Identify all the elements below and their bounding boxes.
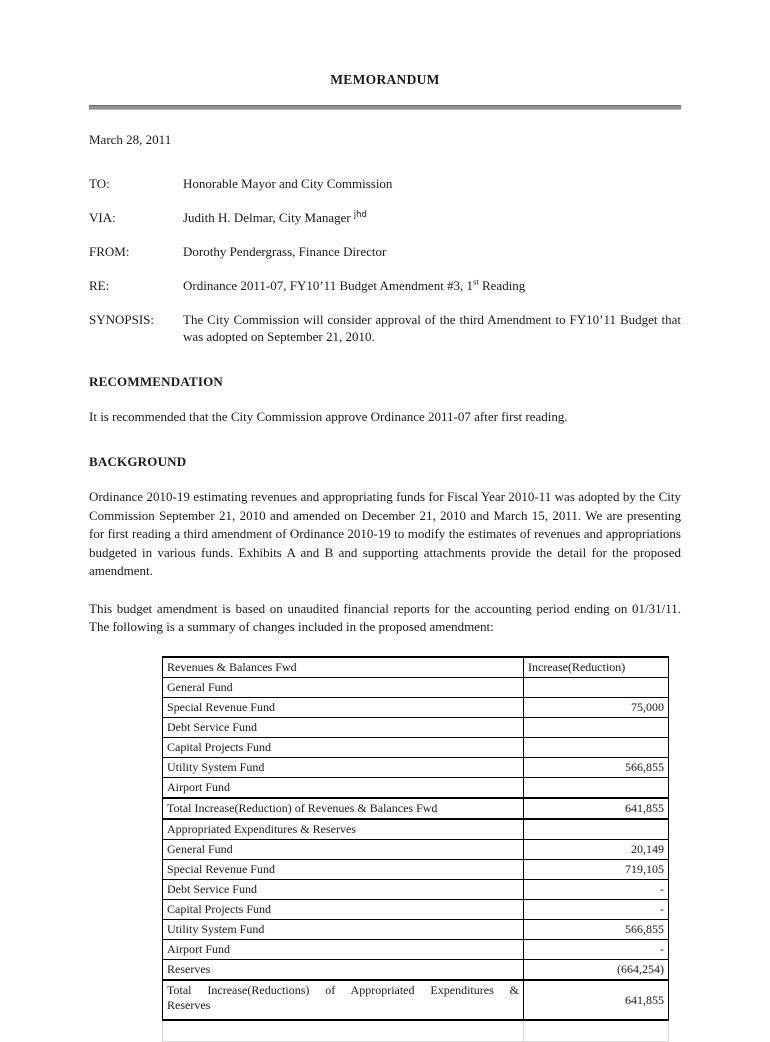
paragraph-recommendation: It is recommended that the City Commission approve Ordinance 2011-07 after first reading. xyxy=(89,408,568,424)
table-row-section-expenditures xyxy=(163,819,669,840)
table-cell-value xyxy=(524,819,669,840)
table-cell-label: General Fund xyxy=(163,840,524,860)
table-cell-value: 75,000 xyxy=(524,698,669,718)
table-cell-value: 719,105 xyxy=(524,860,669,880)
table-cell-label: General Fund xyxy=(163,678,524,698)
table-cell-value xyxy=(524,678,669,698)
table-row xyxy=(163,840,669,860)
table-cell-value: - xyxy=(524,900,669,920)
table-cell-label: Utility System Fund xyxy=(163,758,524,778)
table-row xyxy=(163,920,669,940)
table-row xyxy=(163,698,669,718)
table-row xyxy=(163,657,669,678)
table-row xyxy=(163,718,669,738)
field-row-synopsis xyxy=(89,312,681,346)
table-row xyxy=(163,758,669,778)
header-divider xyxy=(89,105,681,110)
table-cell-value xyxy=(524,738,669,758)
table-cell-value: - xyxy=(524,940,669,960)
field-row-via xyxy=(89,210,681,227)
heading-recommendation: RECOMMENDATION xyxy=(89,373,223,389)
budget-summary-table-wrap xyxy=(162,656,668,1042)
table-cell-label: Special Revenue Fund xyxy=(163,860,524,880)
memo-fields xyxy=(89,176,681,345)
field-label-via: VIA: xyxy=(89,210,116,226)
page-title: MEMORANDUM xyxy=(330,72,440,87)
table-row xyxy=(163,738,669,758)
table-row xyxy=(163,860,669,880)
table-cell-label: Revenues & Balances Fwd xyxy=(163,657,524,678)
field-value-synopsis: The City Commission will consider approval of the third Amendment to FY10’11 Budget that was adopted on September 21, 2010. xyxy=(183,312,681,344)
table-cell-label-line1: Total Increase(Reductions) of Appropriated Expenditures & xyxy=(167,983,519,998)
field-label-from: FROM: xyxy=(89,244,130,260)
table-cell-value: (664,254) xyxy=(524,960,669,981)
paragraph-background-2: This budget amendment is based on unaudited financial reports for the accounting period ending on 01/31/11. The following is a summary of changes included in the proposed amendment: xyxy=(89,600,681,634)
table-cell-label: Capital Projects Fund xyxy=(163,900,524,920)
table-cell-label: Utility System Fund xyxy=(163,920,524,940)
table-cell-value xyxy=(524,778,669,799)
table-cell-value: 566,855 xyxy=(524,758,669,778)
table-cell-label xyxy=(163,980,524,1020)
table-cell-label: Reserves xyxy=(163,960,524,981)
field-value-re xyxy=(183,278,681,295)
table-cell-value: 566,855 xyxy=(524,920,669,940)
table-cell-label: Appropriated Expenditures & Reserves xyxy=(163,819,524,840)
field-row-re xyxy=(89,278,681,295)
table-cell-label: Capital Projects Fund xyxy=(163,738,524,758)
table-cell-value: 641,855 xyxy=(524,980,669,1020)
ordinal-superscript: st xyxy=(473,276,479,287)
table-cell-value: 641,855 xyxy=(524,798,669,819)
table-row xyxy=(163,960,669,981)
page-content xyxy=(89,0,681,1042)
table-row xyxy=(163,940,669,960)
table-row-total-expenditures xyxy=(163,980,669,1020)
table-row-total-revenues xyxy=(163,798,669,819)
table-cell-label: Total Increase(Reduction) of Revenues & Balances Fwd xyxy=(163,798,524,819)
table-cell-label-line2: Reserves xyxy=(167,997,211,1012)
table-cell-label: Debt Service Fund xyxy=(163,880,524,900)
table-row xyxy=(163,900,669,920)
table-cell-value: 20,149 xyxy=(524,840,669,860)
field-label-synopsis: SYNOPSIS: xyxy=(89,312,155,327)
field-label-re: RE: xyxy=(89,278,110,294)
field-value-via-text: Judith H. Delmar, City Manager xyxy=(183,210,351,226)
table-cell-value: - xyxy=(524,880,669,900)
heading-background: BACKGROUND xyxy=(89,454,187,470)
memo-date: March 28, 2011 xyxy=(89,132,172,148)
table-row xyxy=(163,880,669,900)
table-cell-value: Increase(Reduction) xyxy=(524,657,669,678)
field-value-from: Dorothy Pendergrass, Finance Director xyxy=(183,244,387,260)
paragraph-background-1: Ordinance 2010-19 estimating revenues and appropriating funds for Fiscal Year 2010-11 was adopted by the City Commission September 21, 2010 and amended on December 21, 2010 and March 15, 2011. We are presenting for first reading a third amendment of Ordinance 2010-19 to modify the estimates of revenues and appropriations budgeted in various funds. Exhibits A and B and supporting attachments provide the detail for the proposed amendment. xyxy=(89,489,681,579)
field-row-from xyxy=(89,244,681,261)
table-cell-label: Special Revenue Fund xyxy=(163,698,524,718)
table-cell-label: Airport Fund xyxy=(163,940,524,960)
field-value-re-pre: Ordinance 2011-07, FY10’11 Budget Amendment #3, 1 xyxy=(183,278,474,294)
field-value-via xyxy=(183,210,681,227)
initials-superscript: jhd xyxy=(353,210,367,220)
table-cell-value xyxy=(524,718,669,738)
field-value-re-post: Reading xyxy=(478,278,526,294)
field-value-to: Honorable Mayor and City Commission xyxy=(183,176,393,192)
field-row-to xyxy=(89,176,681,193)
table-row xyxy=(163,778,669,799)
field-label-to: TO: xyxy=(89,176,110,192)
budget-summary-table xyxy=(162,656,669,1042)
table-cell-label: Airport Fund xyxy=(163,778,524,799)
table-row xyxy=(163,678,669,698)
table-cell-label: Debt Service Fund xyxy=(163,718,524,738)
